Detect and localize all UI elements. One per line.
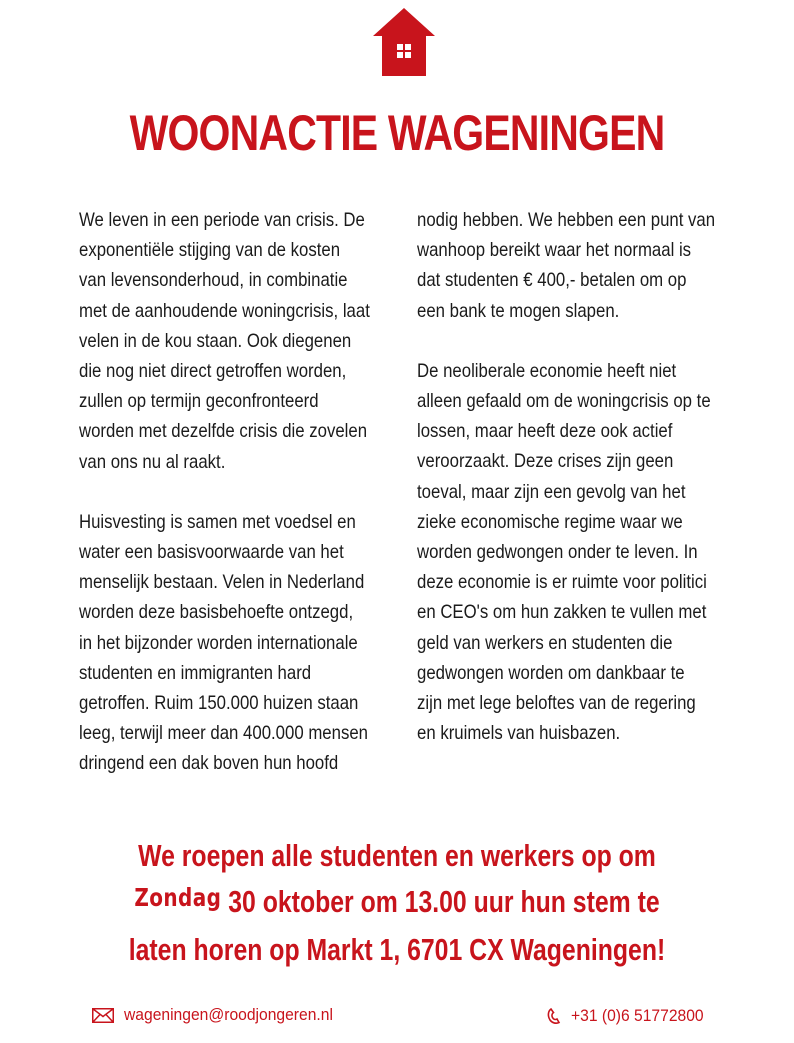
paragraph-continuation: nodig hebben. We hebben een punt van wanhoop bereikt waar het normaal is dat studenten € 400,- betalen om op een bank te mogen slapen.	[417, 209, 716, 322]
body-column-right	[417, 205, 747, 778]
call-line-1: We roepen alle studenten en werkers op om	[138, 838, 656, 873]
phone-icon	[547, 1008, 561, 1024]
paragraph-housing: Huisvesting is samen met voedsel en water een basisvoorwaarde van het menselijk bestaan. Velen in Nederland worden deze basisbehoefte ontzegd, in het bijzonder worden internationale studenten en immigranten hard getroffen. Ruim 150.000 huizen staan leeg, terwijl meer dan 400.000 mensen dringend een dak boven hun hoofd	[79, 510, 369, 775]
house-icon	[373, 8, 435, 76]
call-line-2	[79, 879, 714, 927]
footer-email[interactable]	[92, 1005, 351, 1025]
paragraph-crisis: We leven in een periode van crisis. De exponentiële stijging van de kosten van levensonderhoud, in combinatie met de aanhoudende woningcrisis, laat velen in de kou staan. Ook diegenen die nog niet direct getroffen worden, zullen op termijn geconfronteerd worden met dezelfde crisis die zovelen van ons nu al raakt.	[79, 209, 370, 473]
call-day: Zondag	[134, 883, 222, 912]
email-address[interactable]: wageningen@roodjongeren.nl	[124, 1005, 333, 1024]
envelope-icon	[92, 1008, 114, 1023]
phone-number[interactable]: +31 (0)6 51772800	[571, 1006, 704, 1025]
body-column-left	[79, 205, 409, 809]
call-date-time: 30 oktober om 13.00 uur hun stem te	[221, 884, 660, 919]
call-line-3: laten horen op Markt 1, 6701 CX Wageningen!	[128, 932, 666, 967]
paragraph-neoliberal: De neoliberale economie heeft niet alleen gefaald om de woningcrisis op te lossen, maar heeft deze ook actief veroorzaakt. Deze crises zijn geen toeval, maar zijn een gevolg van het zieke economische regime waar we worden gedwongen onder te leven. In deze economie is er ruimte voor politici en CEO's om hun zakken te vullen met geld van werkers en studenten die gedwongen worden om dankbaar te zijn met lege beloftes van de regering en kruimels van huisbazen.	[417, 359, 711, 745]
page-title: WOONACTIE WAGENINGEN	[129, 105, 665, 161]
call-to-action	[0, 833, 794, 973]
footer-phone[interactable]	[547, 1006, 715, 1026]
